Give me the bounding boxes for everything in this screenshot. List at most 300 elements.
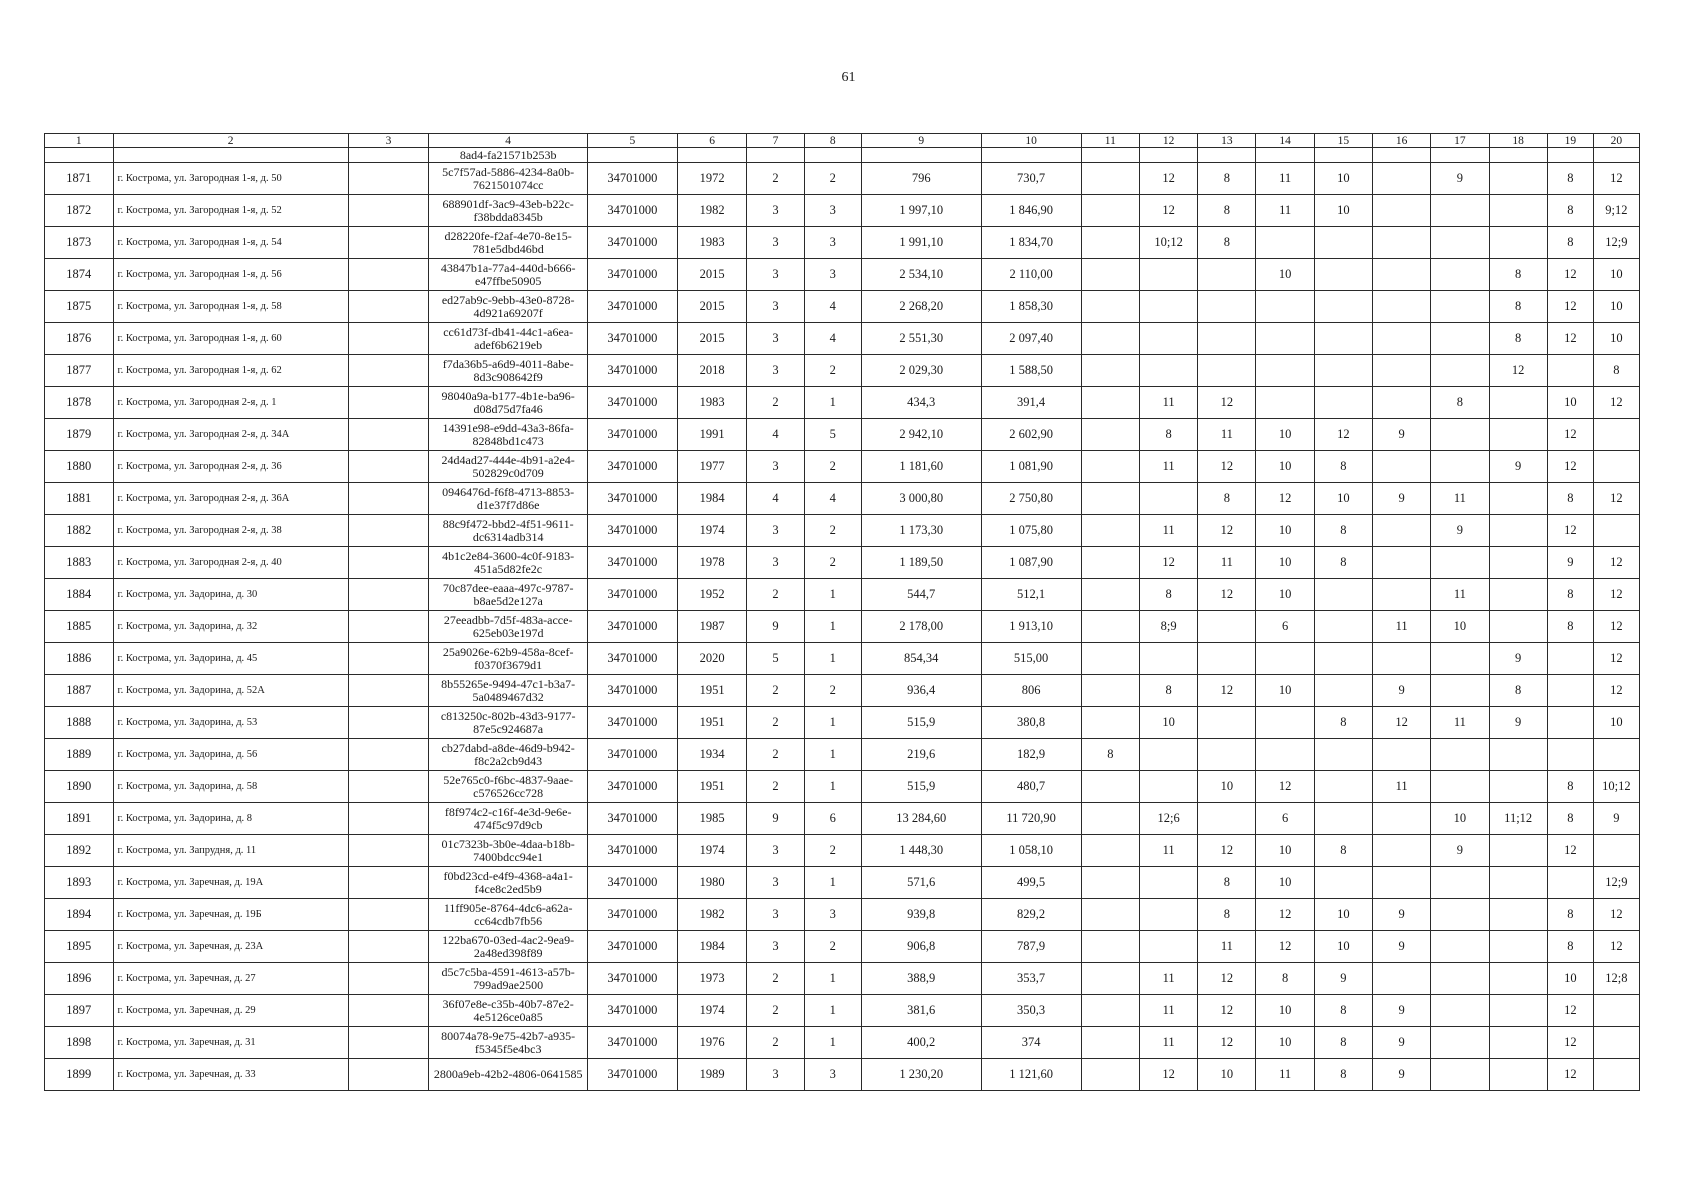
empty-cell bbox=[348, 675, 429, 707]
year-built-cell: 1951 bbox=[677, 771, 747, 803]
repair-term-cell-13: 12 bbox=[1198, 1027, 1256, 1059]
table-row bbox=[45, 675, 1640, 707]
entrances-cell: 6 bbox=[804, 803, 861, 835]
empty-cell bbox=[348, 835, 429, 867]
repair-term-cell-14: 12 bbox=[1256, 899, 1314, 931]
repair-term-cell-16 bbox=[1373, 387, 1431, 419]
repair-term-cell-18 bbox=[1489, 867, 1547, 899]
repair-term-cell-18 bbox=[1489, 835, 1547, 867]
floors-cell: 3 bbox=[747, 1059, 804, 1091]
repair-term-cell-19 bbox=[1547, 643, 1593, 675]
repair-term-cell-14: 10 bbox=[1256, 259, 1314, 291]
total-area-cell: 2 268,20 bbox=[861, 291, 981, 323]
oktmo-cell: 34701000 bbox=[587, 611, 677, 643]
repair-term-cell-14: 11 bbox=[1256, 195, 1314, 227]
table-row bbox=[45, 995, 1640, 1027]
living-area-cell: 380,8 bbox=[981, 707, 1081, 739]
repair-term-cell-14: 10 bbox=[1256, 579, 1314, 611]
repair-term-cell-15 bbox=[1314, 387, 1372, 419]
repair-term-cell-12: 12 bbox=[1139, 1059, 1197, 1091]
empty-cell bbox=[348, 867, 429, 899]
row-number-cell: 1880 bbox=[45, 451, 114, 483]
row-number-cell: 1877 bbox=[45, 355, 114, 387]
guid-cell: 0946476d-f6f8-4713-8853-d1e37f7d86e bbox=[429, 483, 587, 515]
year-built-cell: 1972 bbox=[677, 163, 747, 195]
entrances-cell: 2 bbox=[804, 547, 861, 579]
entrances-cell: 1 bbox=[804, 867, 861, 899]
empty-cell bbox=[348, 355, 429, 387]
empty-cell bbox=[348, 963, 429, 995]
total-area-cell: 1 189,50 bbox=[861, 547, 981, 579]
floors-cell: 3 bbox=[747, 259, 804, 291]
repair-term-cell-16 bbox=[1373, 643, 1431, 675]
repair-term-cell-11 bbox=[1081, 707, 1139, 739]
repair-term-cell-18 bbox=[1489, 899, 1547, 931]
guid-cell: cb27dabd-a8de-46d9-b942-f8c2a2cb9d43 bbox=[429, 739, 587, 771]
repair-term-cell-16: 11 bbox=[1373, 771, 1431, 803]
repair-term-cell-16 bbox=[1373, 259, 1431, 291]
empty-cell bbox=[348, 515, 429, 547]
repair-term-cell-16 bbox=[1373, 291, 1431, 323]
floors-cell: 3 bbox=[747, 323, 804, 355]
repair-term-cell-18: 9 bbox=[1489, 707, 1547, 739]
repair-term-cell-12 bbox=[1139, 259, 1197, 291]
table-row bbox=[45, 483, 1640, 515]
column-number-cell: 6 bbox=[677, 134, 747, 148]
guid-cell: 70c87dee-eaaa-497c-9787-b8ae5d2e127a bbox=[429, 579, 587, 611]
empty-cell bbox=[348, 771, 429, 803]
row-number-cell: 1887 bbox=[45, 675, 114, 707]
repair-term-cell-17 bbox=[1431, 451, 1489, 483]
repair-term-cell-17 bbox=[1431, 899, 1489, 931]
guid-cell: d28220fe-f2af-4e70-8e15-781e5dbd46bd bbox=[429, 227, 587, 259]
repair-term-cell-19: 8 bbox=[1547, 195, 1593, 227]
continuation-cell bbox=[1431, 148, 1489, 163]
repair-term-cell-17 bbox=[1431, 259, 1489, 291]
guid-cell: f0bd23cd-e4f9-4368-a4a1-f4ce8c2ed5b9 bbox=[429, 867, 587, 899]
entrances-cell: 4 bbox=[804, 323, 861, 355]
repair-term-cell-15: 8 bbox=[1314, 451, 1372, 483]
living-area-cell: 1 075,80 bbox=[981, 515, 1081, 547]
repair-term-cell-11 bbox=[1081, 355, 1139, 387]
repair-term-cell-14: 8 bbox=[1256, 963, 1314, 995]
repair-term-cell-20 bbox=[1593, 451, 1639, 483]
empty-cell bbox=[348, 547, 429, 579]
total-area-cell: 1 230,20 bbox=[861, 1059, 981, 1091]
continuation-cell bbox=[804, 148, 861, 163]
continuation-cell bbox=[1373, 148, 1431, 163]
repair-term-cell-11 bbox=[1081, 291, 1139, 323]
repair-term-cell-19: 12 bbox=[1547, 451, 1593, 483]
repair-term-cell-15: 10 bbox=[1314, 931, 1372, 963]
total-area-cell: 854,34 bbox=[861, 643, 981, 675]
repair-term-cell-11 bbox=[1081, 1059, 1139, 1091]
year-built-cell: 1974 bbox=[677, 515, 747, 547]
repair-term-cell-17 bbox=[1431, 195, 1489, 227]
repair-term-cell-13 bbox=[1198, 355, 1256, 387]
repair-term-cell-20: 12 bbox=[1593, 579, 1639, 611]
living-area-cell: 1 058,10 bbox=[981, 835, 1081, 867]
repair-term-cell-17: 9 bbox=[1431, 515, 1489, 547]
total-area-cell: 544,7 bbox=[861, 579, 981, 611]
repair-term-cell-12 bbox=[1139, 739, 1197, 771]
repair-term-cell-19: 12 bbox=[1547, 323, 1593, 355]
repair-term-cell-13 bbox=[1198, 707, 1256, 739]
row-number-cell: 1895 bbox=[45, 931, 114, 963]
total-area-cell: 400,2 bbox=[861, 1027, 981, 1059]
repair-term-cell-19: 8 bbox=[1547, 611, 1593, 643]
repair-term-cell-12 bbox=[1139, 483, 1197, 515]
column-number-cell: 7 bbox=[747, 134, 804, 148]
continuation-cell bbox=[1198, 148, 1256, 163]
living-area-cell: 1 834,70 bbox=[981, 227, 1081, 259]
repair-term-cell-12: 12 bbox=[1139, 547, 1197, 579]
guid-cell: ed27ab9c-9ebb-43e0-8728-4d921a69207f bbox=[429, 291, 587, 323]
empty-cell bbox=[348, 323, 429, 355]
floors-cell: 2 bbox=[747, 995, 804, 1027]
repair-term-cell-12: 8 bbox=[1139, 675, 1197, 707]
oktmo-cell: 34701000 bbox=[587, 451, 677, 483]
oktmo-cell: 34701000 bbox=[587, 419, 677, 451]
repair-term-cell-12: 8 bbox=[1139, 579, 1197, 611]
repair-term-cell-19: 8 bbox=[1547, 771, 1593, 803]
table-row bbox=[45, 579, 1640, 611]
year-built-cell: 2015 bbox=[677, 323, 747, 355]
year-built-cell: 2015 bbox=[677, 259, 747, 291]
repair-term-cell-13: 11 bbox=[1198, 931, 1256, 963]
row-number-cell: 1879 bbox=[45, 419, 114, 451]
address-cell: г. Кострома, ул. Загородная 1-я, д. 58 bbox=[113, 291, 348, 323]
repair-term-cell-15: 8 bbox=[1314, 515, 1372, 547]
guid-cell: 01c7323b-3b0e-4daa-b18b-7400bdcc94e1 bbox=[429, 835, 587, 867]
repair-term-cell-19: 10 bbox=[1547, 963, 1593, 995]
repair-term-cell-20: 10 bbox=[1593, 707, 1639, 739]
repair-term-cell-13: 12 bbox=[1198, 515, 1256, 547]
repair-term-cell-11 bbox=[1081, 579, 1139, 611]
repair-term-cell-13: 12 bbox=[1198, 387, 1256, 419]
total-area-cell: 388,9 bbox=[861, 963, 981, 995]
year-built-cell: 1952 bbox=[677, 579, 747, 611]
repair-term-cell-17: 9 bbox=[1431, 163, 1489, 195]
repair-term-cell-20: 12 bbox=[1593, 547, 1639, 579]
address-cell: г. Кострома, ул. Заречная, д. 23А bbox=[113, 931, 348, 963]
entrances-cell: 2 bbox=[804, 835, 861, 867]
living-area-cell: 2 110,00 bbox=[981, 259, 1081, 291]
total-area-cell: 2 942,10 bbox=[861, 419, 981, 451]
repair-term-cell-13: 8 bbox=[1198, 163, 1256, 195]
living-area-cell: 1 846,90 bbox=[981, 195, 1081, 227]
empty-cell bbox=[348, 611, 429, 643]
continuation-cell bbox=[677, 148, 747, 163]
entrances-cell: 2 bbox=[804, 675, 861, 707]
repair-term-cell-19: 12 bbox=[1547, 419, 1593, 451]
repair-term-cell-13 bbox=[1198, 803, 1256, 835]
repair-term-cell-20: 12 bbox=[1593, 611, 1639, 643]
repair-term-cell-16: 9 bbox=[1373, 483, 1431, 515]
guid-cell: 24d4ad27-444e-4b91-a2e4-502829c0d709 bbox=[429, 451, 587, 483]
year-built-cell: 1991 bbox=[677, 419, 747, 451]
floors-cell: 4 bbox=[747, 419, 804, 451]
living-area-cell: 1 081,90 bbox=[981, 451, 1081, 483]
repair-term-cell-14 bbox=[1256, 355, 1314, 387]
repair-term-cell-11 bbox=[1081, 611, 1139, 643]
empty-cell bbox=[348, 259, 429, 291]
row-number-cell: 1873 bbox=[45, 227, 114, 259]
repair-term-cell-15 bbox=[1314, 803, 1372, 835]
repair-term-cell-12: 11 bbox=[1139, 835, 1197, 867]
repair-term-cell-11 bbox=[1081, 995, 1139, 1027]
repair-term-cell-12: 11 bbox=[1139, 963, 1197, 995]
repair-term-cell-17 bbox=[1431, 355, 1489, 387]
address-cell: г. Кострома, ул. Заречная, д. 27 bbox=[113, 963, 348, 995]
housing-registry-table bbox=[44, 133, 1640, 1091]
repair-term-cell-18: 8 bbox=[1489, 323, 1547, 355]
continuation-cell: 8ad4-fa21571b253b bbox=[429, 148, 587, 163]
repair-term-cell-14: 12 bbox=[1256, 771, 1314, 803]
repair-term-cell-15: 8 bbox=[1314, 995, 1372, 1027]
repair-term-cell-15: 10 bbox=[1314, 899, 1372, 931]
oktmo-cell: 34701000 bbox=[587, 483, 677, 515]
year-built-cell: 2020 bbox=[677, 643, 747, 675]
empty-cell bbox=[348, 707, 429, 739]
repair-term-cell-16: 9 bbox=[1373, 419, 1431, 451]
total-area-cell: 2 029,30 bbox=[861, 355, 981, 387]
repair-term-cell-11 bbox=[1081, 419, 1139, 451]
repair-term-cell-11 bbox=[1081, 803, 1139, 835]
empty-cell bbox=[348, 643, 429, 675]
repair-term-cell-12: 12;6 bbox=[1139, 803, 1197, 835]
address-cell: г. Кострома, ул. Задорина, д. 45 bbox=[113, 643, 348, 675]
table-row bbox=[45, 803, 1640, 835]
address-cell: г. Кострома, ул. Загородная 1-я, д. 50 bbox=[113, 163, 348, 195]
floors-cell: 2 bbox=[747, 579, 804, 611]
repair-term-cell-16 bbox=[1373, 835, 1431, 867]
address-cell: г. Кострома, ул. Заречная, д. 19Б bbox=[113, 899, 348, 931]
column-number-cell: 9 bbox=[861, 134, 981, 148]
repair-term-cell-19 bbox=[1547, 355, 1593, 387]
address-cell: г. Кострома, ул. Заречная, д. 19А bbox=[113, 867, 348, 899]
repair-term-cell-17: 10 bbox=[1431, 803, 1489, 835]
oktmo-cell: 34701000 bbox=[587, 1059, 677, 1091]
repair-term-cell-13 bbox=[1198, 259, 1256, 291]
repair-term-cell-12 bbox=[1139, 899, 1197, 931]
repair-term-cell-11 bbox=[1081, 387, 1139, 419]
page-number: 61 bbox=[841, 70, 856, 85]
column-number-cell: 10 bbox=[981, 134, 1081, 148]
floors-cell: 2 bbox=[747, 963, 804, 995]
repair-term-cell-20: 10 bbox=[1593, 323, 1639, 355]
repair-term-cell-16 bbox=[1373, 195, 1431, 227]
address-cell: г. Кострома, ул. Загородная 1-я, д. 56 bbox=[113, 259, 348, 291]
repair-term-cell-20 bbox=[1593, 515, 1639, 547]
repair-term-cell-15 bbox=[1314, 771, 1372, 803]
repair-term-cell-11 bbox=[1081, 195, 1139, 227]
floors-cell: 5 bbox=[747, 643, 804, 675]
empty-cell bbox=[348, 483, 429, 515]
floors-cell: 3 bbox=[747, 547, 804, 579]
repair-term-cell-20: 12 bbox=[1593, 483, 1639, 515]
repair-term-cell-17: 11 bbox=[1431, 707, 1489, 739]
repair-term-cell-19: 12 bbox=[1547, 259, 1593, 291]
row-number-cell: 1881 bbox=[45, 483, 114, 515]
living-area-cell: 182,9 bbox=[981, 739, 1081, 771]
repair-term-cell-14: 10 bbox=[1256, 419, 1314, 451]
oktmo-cell: 34701000 bbox=[587, 835, 677, 867]
living-area-cell: 787,9 bbox=[981, 931, 1081, 963]
repair-term-cell-19: 12 bbox=[1547, 995, 1593, 1027]
repair-term-cell-15: 10 bbox=[1314, 195, 1372, 227]
year-built-cell: 1980 bbox=[677, 867, 747, 899]
guid-cell: 4b1c2e84-3600-4c0f-9183-451a5d82fe2c bbox=[429, 547, 587, 579]
year-built-cell: 1974 bbox=[677, 995, 747, 1027]
repair-term-cell-18 bbox=[1489, 227, 1547, 259]
repair-term-cell-16 bbox=[1373, 355, 1431, 387]
repair-term-cell-15: 9 bbox=[1314, 963, 1372, 995]
repair-term-cell-11 bbox=[1081, 675, 1139, 707]
total-area-cell: 2 178,00 bbox=[861, 611, 981, 643]
entrances-cell: 1 bbox=[804, 643, 861, 675]
row-number-cell: 1886 bbox=[45, 643, 114, 675]
living-area-cell: 1 588,50 bbox=[981, 355, 1081, 387]
repair-term-cell-17: 11 bbox=[1431, 483, 1489, 515]
repair-term-cell-16: 9 bbox=[1373, 899, 1431, 931]
entrances-cell: 1 bbox=[804, 707, 861, 739]
continuation-cell bbox=[1139, 148, 1197, 163]
oktmo-cell: 34701000 bbox=[587, 771, 677, 803]
repair-term-cell-18 bbox=[1489, 963, 1547, 995]
column-number-cell: 1 bbox=[45, 134, 114, 148]
total-area-cell: 796 bbox=[861, 163, 981, 195]
oktmo-cell: 34701000 bbox=[587, 259, 677, 291]
total-area-cell: 381,6 bbox=[861, 995, 981, 1027]
repair-term-cell-12 bbox=[1139, 291, 1197, 323]
repair-term-cell-18: 8 bbox=[1489, 675, 1547, 707]
total-area-cell: 1 448,30 bbox=[861, 835, 981, 867]
repair-term-cell-17 bbox=[1431, 739, 1489, 771]
row-number-cell: 1893 bbox=[45, 867, 114, 899]
address-cell: г. Кострома, ул. Загородная 2-я, д. 38 bbox=[113, 515, 348, 547]
guid-cell: 5c7f57ad-5886-4234-8a0b-7621501074cc bbox=[429, 163, 587, 195]
repair-term-cell-12 bbox=[1139, 355, 1197, 387]
repair-term-cell-12: 11 bbox=[1139, 1027, 1197, 1059]
floors-cell: 2 bbox=[747, 163, 804, 195]
guid-cell: 52e765c0-f6bc-4837-9aae-c576526cc728 bbox=[429, 771, 587, 803]
continuation-cell bbox=[1314, 148, 1372, 163]
year-built-cell: 1982 bbox=[677, 195, 747, 227]
guid-cell: 43847b1a-77a4-440d-b666-e47ffbe50905 bbox=[429, 259, 587, 291]
repair-term-cell-16 bbox=[1373, 323, 1431, 355]
repair-term-cell-19 bbox=[1547, 739, 1593, 771]
column-number-cell: 15 bbox=[1314, 134, 1372, 148]
repair-term-cell-16: 9 bbox=[1373, 1027, 1431, 1059]
table-row bbox=[45, 419, 1640, 451]
living-area-cell: 806 bbox=[981, 675, 1081, 707]
repair-term-cell-20: 10 bbox=[1593, 291, 1639, 323]
table-row bbox=[45, 1059, 1640, 1091]
continuation-cell bbox=[1081, 148, 1139, 163]
year-built-cell: 1976 bbox=[677, 1027, 747, 1059]
address-cell: г. Кострома, ул. Запрудня, д. 11 bbox=[113, 835, 348, 867]
repair-term-cell-14 bbox=[1256, 291, 1314, 323]
total-area-cell: 1 997,10 bbox=[861, 195, 981, 227]
living-area-cell: 2 750,80 bbox=[981, 483, 1081, 515]
repair-term-cell-12: 11 bbox=[1139, 387, 1197, 419]
repair-term-cell-13: 12 bbox=[1198, 675, 1256, 707]
guid-cell: f7da36b5-a6d9-4011-8abe-8d3c908642f9 bbox=[429, 355, 587, 387]
repair-term-cell-20: 12 bbox=[1593, 387, 1639, 419]
repair-term-cell-14 bbox=[1256, 323, 1314, 355]
continuation-cell bbox=[861, 148, 981, 163]
year-built-cell: 1985 bbox=[677, 803, 747, 835]
floors-cell: 3 bbox=[747, 835, 804, 867]
repair-term-cell-16 bbox=[1373, 163, 1431, 195]
entrances-cell: 2 bbox=[804, 931, 861, 963]
repair-term-cell-16 bbox=[1373, 579, 1431, 611]
repair-term-cell-17 bbox=[1431, 547, 1489, 579]
year-built-cell: 2015 bbox=[677, 291, 747, 323]
repair-term-cell-19: 8 bbox=[1547, 483, 1593, 515]
repair-term-cell-17 bbox=[1431, 643, 1489, 675]
repair-term-cell-20 bbox=[1593, 739, 1639, 771]
repair-term-cell-12: 12 bbox=[1139, 163, 1197, 195]
empty-cell bbox=[348, 995, 429, 1027]
continuation-cell bbox=[1547, 148, 1593, 163]
repair-term-cell-17 bbox=[1431, 419, 1489, 451]
repair-term-cell-14: 12 bbox=[1256, 931, 1314, 963]
empty-cell bbox=[348, 1027, 429, 1059]
column-number-cell: 18 bbox=[1489, 134, 1547, 148]
address-cell: г. Кострома, ул. Задорина, д. 58 bbox=[113, 771, 348, 803]
row-number-cell: 1898 bbox=[45, 1027, 114, 1059]
repair-term-cell-19: 12 bbox=[1547, 835, 1593, 867]
repair-term-cell-17 bbox=[1431, 931, 1489, 963]
repair-term-cell-12 bbox=[1139, 931, 1197, 963]
year-built-cell: 1989 bbox=[677, 1059, 747, 1091]
total-area-cell: 571,6 bbox=[861, 867, 981, 899]
registry-body bbox=[45, 134, 1640, 1091]
repair-term-cell-11 bbox=[1081, 483, 1139, 515]
repair-term-cell-17 bbox=[1431, 227, 1489, 259]
year-built-cell: 1983 bbox=[677, 227, 747, 259]
repair-term-cell-19: 10 bbox=[1547, 387, 1593, 419]
repair-term-cell-14: 10 bbox=[1256, 675, 1314, 707]
entrances-cell: 4 bbox=[804, 483, 861, 515]
living-area-cell: 11 720,90 bbox=[981, 803, 1081, 835]
repair-term-cell-18 bbox=[1489, 419, 1547, 451]
repair-term-cell-20: 12 bbox=[1593, 643, 1639, 675]
repair-term-cell-17 bbox=[1431, 867, 1489, 899]
address-cell: г. Кострома, ул. Задорина, д. 52А bbox=[113, 675, 348, 707]
table-row bbox=[45, 227, 1640, 259]
repair-term-cell-11 bbox=[1081, 227, 1139, 259]
empty-cell bbox=[348, 227, 429, 259]
repair-term-cell-14: 10 bbox=[1256, 547, 1314, 579]
address-cell: г. Кострома, ул. Задорина, д. 8 bbox=[113, 803, 348, 835]
guid-cell: 25a9026e-62b9-458a-8cef-f0370f3679d1 bbox=[429, 643, 587, 675]
guid-cell: cc61d73f-db41-44c1-a6ea-adef6b6219eb bbox=[429, 323, 587, 355]
repair-term-cell-11 bbox=[1081, 867, 1139, 899]
entrances-cell: 1 bbox=[804, 739, 861, 771]
repair-term-cell-12 bbox=[1139, 771, 1197, 803]
floors-cell: 3 bbox=[747, 515, 804, 547]
guid-cell: c813250c-802b-43d3-9177-87e5c924687a bbox=[429, 707, 587, 739]
repair-term-cell-16 bbox=[1373, 803, 1431, 835]
repair-term-cell-13: 8 bbox=[1198, 867, 1256, 899]
continuation-cell bbox=[348, 148, 429, 163]
address-cell: г. Кострома, ул. Загородная 2-я, д. 36А bbox=[113, 483, 348, 515]
row-number-cell: 1875 bbox=[45, 291, 114, 323]
total-area-cell: 219,6 bbox=[861, 739, 981, 771]
